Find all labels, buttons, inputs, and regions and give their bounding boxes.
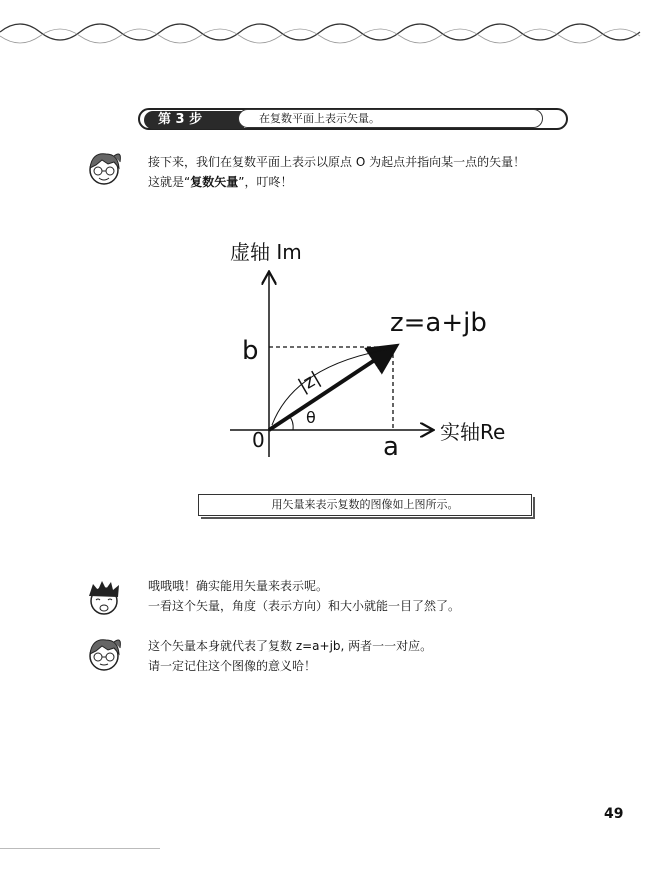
header-wave-ornament	[0, 10, 649, 55]
footer-line	[0, 848, 160, 849]
intro-line-2-bold: 复数矢量	[190, 175, 239, 189]
real-axis-label: 实轴Re	[440, 420, 506, 444]
girl-avatar-icon-2	[84, 634, 124, 674]
origin-label: 0	[252, 428, 265, 452]
complex-vector	[269, 348, 393, 430]
complex-plane-diagram	[200, 225, 550, 470]
diagram-caption: 用矢量来表示复数的图像如上图所示。	[198, 494, 532, 516]
step-header	[138, 108, 568, 132]
reply-line-1: 哦哦哦！确实能用矢量来表示呢。	[148, 579, 329, 593]
theta-label: θ	[306, 408, 316, 427]
note-text	[148, 636, 432, 676]
reply-line-2: 一看这个矢量，角度（表示方向）和大小就能一目了然了。	[148, 599, 461, 613]
note-line-2: 请一定记住这个图像的意义哈！	[148, 659, 317, 673]
girl-avatar-icon	[84, 148, 124, 188]
a-label: a	[383, 432, 399, 462]
intro-line-2-suffix: ”，叮咚！	[238, 175, 293, 189]
modulus-label: |z|	[294, 367, 324, 397]
step-title: 在复数平面上表示矢量。	[238, 109, 543, 128]
note-line-1: 这个矢量本身就代表了复数 z=a+jb, 两者一一对应。	[148, 639, 433, 653]
equation-label: z=a+jb	[390, 308, 487, 338]
intro-line-1: 接下来，我们在复数平面上表示以原点 O 为起点并指向某一点的矢量！	[148, 155, 526, 169]
b-label: b	[242, 336, 259, 366]
intro-line-2-prefix: 这就是“	[148, 175, 191, 189]
reply-text	[148, 576, 460, 616]
step-number: 第 3 步	[144, 111, 244, 129]
page-number: 49	[604, 806, 624, 822]
boy-avatar-icon	[84, 578, 124, 618]
intro-line-2	[148, 172, 525, 192]
intro-text	[148, 152, 525, 192]
imaginary-axis-label: 虚轴 Im	[230, 240, 302, 264]
